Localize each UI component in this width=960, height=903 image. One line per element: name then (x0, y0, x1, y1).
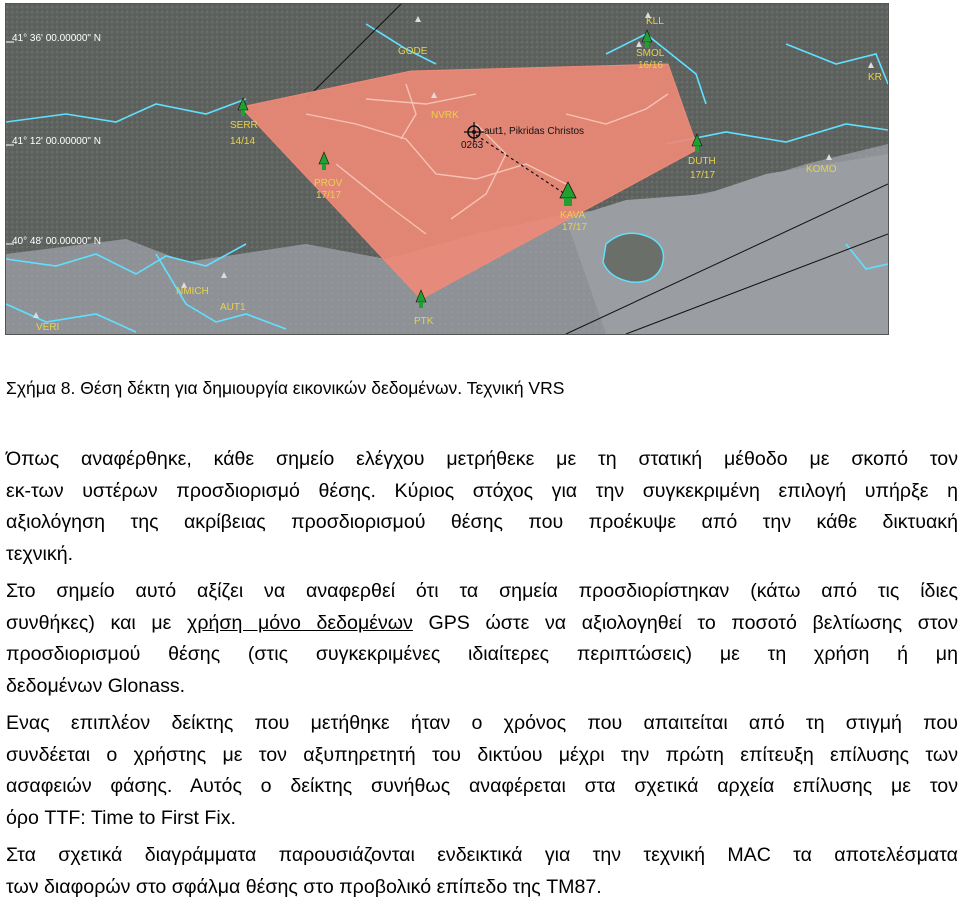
lat-label-1: 41° 36' 00.00000" N (12, 33, 101, 44)
paragraph-line: τεχνική. (6, 539, 958, 571)
vrs-map-figure (5, 3, 889, 335)
paragraph-line: εκ-των υστέρων προσδιορισμό θέσης. Κύριος στόχος για την συγκεκριμένη επιλογή υπήρξε η (6, 476, 958, 508)
label-smol-sub: 16/16 (638, 60, 663, 71)
paragraph-line: ασαφειών φάσης. Αυτός ο δείκτης συνήθως αναφέρεται στα σχετικά αρχεία επίλυσης με τον (6, 771, 958, 803)
label-prov: PROV (314, 178, 343, 189)
label-kr: KR (868, 72, 882, 83)
rover-id: 0263 (461, 140, 484, 151)
text-run: συνθήκες) και με (6, 612, 187, 634)
paragraph-line: Στα σχετικά διαγράμματα παρουσιάζονται ενδεικτικά για την τεχνική MAC τα αποτελέσματα (6, 840, 958, 872)
text-run: GPS ώστε να αξιολογηθεί το ποσοτό βελτίωσης στον (413, 612, 958, 634)
lat-label-2: 41° 12' 00.00000" N (12, 136, 101, 147)
label-duth: DUTH (688, 156, 716, 167)
label-duth-sub: 17/17 (690, 170, 715, 181)
rover-label: aut1, Pikridas Christos (484, 126, 584, 137)
label-serr-sub: 14/14 (230, 136, 255, 147)
paragraph-2 (6, 576, 958, 702)
label-smol: SMOL (636, 48, 665, 59)
paragraph-line: των διαφορών στο σφάλμα θέσης στο προβολικό επίπεδο της TM87. (6, 872, 958, 903)
label-gode: GODE (398, 46, 428, 57)
paragraph-1 (6, 444, 958, 570)
paragraph-line: όρο TTF: Time to First Fix. (6, 803, 958, 835)
label-nmich: NMICH (176, 286, 209, 297)
label-ptk: PTK (414, 316, 434, 327)
label-kll: KLL (646, 16, 664, 27)
paragraph-line: Όπως αναφέρθηκε, κάθε σημείο ελέγχου μετρήθεκε με τη στατική μέθοδο με σκοπό τον (6, 444, 958, 476)
figure-caption: Σχήμα 8. Θέση δέκτη για δημιουργία εικονικών δεδομένων. Τεχνική VRS (6, 378, 564, 399)
label-veri: VERI (36, 322, 59, 333)
label-nvrk: NVRK (431, 110, 459, 121)
paragraph-3 (6, 708, 958, 834)
label-prov-sub: 17/17 (316, 190, 341, 201)
paragraph-line: αξιολόγηση της ακρίβειας προσδιορισμού θέσης που προέκυψε από την κάθε δικτυακή (6, 507, 958, 539)
paragraph-line (6, 608, 958, 640)
underlined-text: χρήση μόνο δεδομένων (187, 612, 413, 634)
island (603, 233, 663, 282)
label-aut1: AUT1 (220, 302, 246, 313)
label-serr: SERR (230, 120, 258, 131)
paragraph-line: Στο σημείο αυτό αξίζει να αναφερθεί ότι τα σημεία προσδιορίστηκαν (κάτω από τις ίδιες (6, 576, 958, 608)
lat-label-3: 40° 48' 00.00000" N (12, 236, 101, 247)
label-kava: KAVA (560, 210, 586, 221)
label-kava-sub: 17/17 (562, 222, 587, 233)
paragraph-4 (6, 840, 958, 903)
paragraph-line: Ενας επιπλέον δείκτης που μετήθηκε ήταν ο χρόνος που απαιτείται από τη στιγμή που (6, 708, 958, 740)
paragraph-line: δεδομένων Glonass. (6, 671, 958, 703)
paragraph-line: συνδέεται ο χρήστης με τον αξυπηρετητή του δικτύου μέχρι την πρώτη επίτευξη επίλυσης των (6, 740, 958, 772)
paragraph-line: προσδιορισμού θέσης (στις συγκεκριμένες ιδιαίτερες περιπτώσεις) με τη χρήση ή μη (6, 639, 958, 671)
label-komo: KOMO (806, 164, 837, 175)
